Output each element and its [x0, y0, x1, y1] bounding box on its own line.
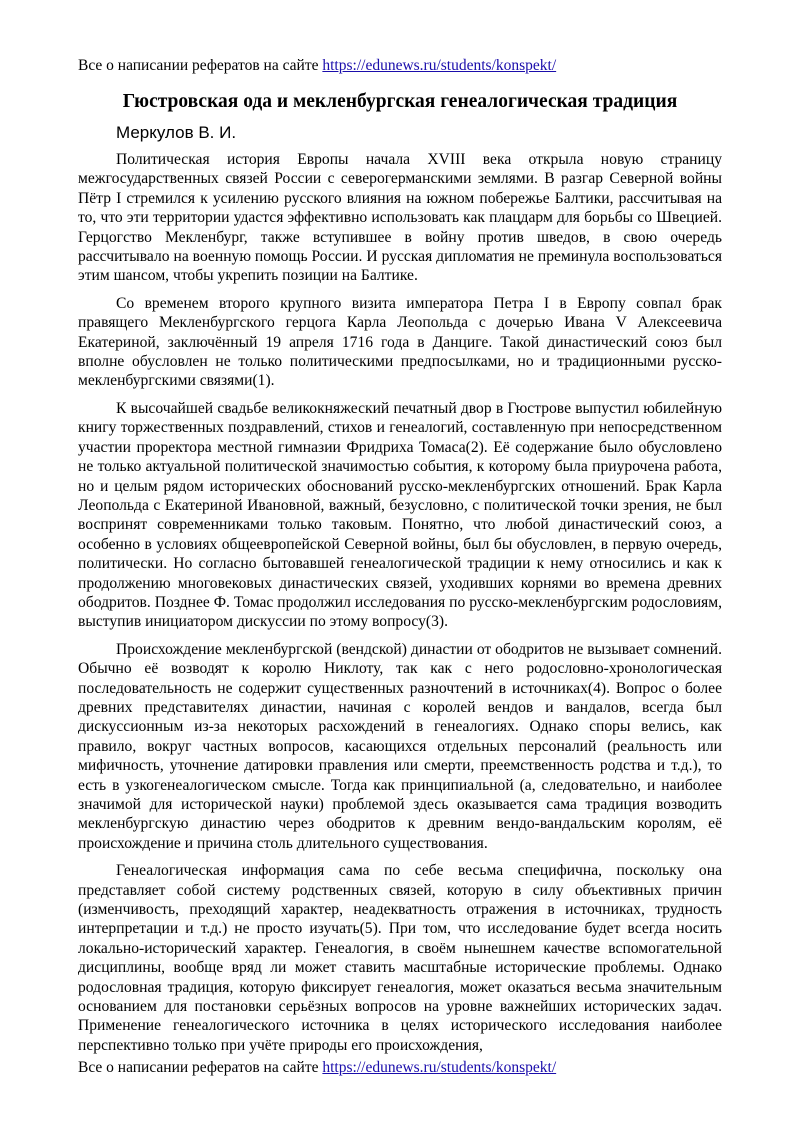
footer-text: Все о написании рефератов на сайте: [78, 1059, 323, 1076]
paragraph: Происхождение мекленбургской (вендской) династии от ободритов не вызывает сомнений. Обычно её возводят к королю Никлоту, так как с него родословно-хронологическая последовательность не содержит существенных разночтений в источниках(4). Вопрос о более древних представителях династии, начиная с королей вендов и вандалов, всегда был дискуссионным из-за некоторых расхождений в генеалогиях. Однако споры велись, как правило, вокруг частных вопросов, касающихся отдельных персоналий (реальность или мифичность, уточнение датировки правления или смерти, преемственность родства и т.д.), то есть в узкогенеалогическом смысле. Тогда как принципиальной (а, следовательно, и наиболее значимой для исторической науки) проблемой здесь оказывается сама традиция возводить мекленбургскую династию через ободритов к древним вендо-вандальским королям, её происхождение и причина столь длительного существования.: [78, 640, 722, 852]
paragraph: Генеалогическая информация сама по себе весьма специфична, поскольку она представляет собой систему родственных связей, которую в силу объективных причин (изменчивость, преходящий характер, неадекватность отражения в источниках, трудность интерпретации и т.д.) не просто изучать(5). При том, что исследование будет всегда носить локально-исторический характер. Генеалогия, в своём нынешнем качестве вспомогательной дисциплины, вообще вряд ли может ставить масштабные исторические проблемы. Однако родословная традиция, которую фиксирует генеалогия, может оказаться весьма значительным основанием для постановки серьёзных вопросов на уровне важнейших исторических задач. Применение генеалогического источника в целях исторического исследования наиболее перспективно только при учёте природы его происхождения,: [78, 862, 722, 1054]
page-header: [78, 56, 556, 76]
header-text: Все о написании рефератов на сайте: [78, 57, 323, 74]
paragraph: К высочайшей свадьбе великокняжеский печатный двор в Гюстрове выпустил юбилейную книгу торжественных поздравлений, стихов и генеалогий, составленную при непосредственном участии проректора местной гимназии Фридриха Томаса(2). Её содержание было обусловлено не только актуальной политической значимостью события, к которому была приурочена работа, но и целым рядом исторических обоснований русско-мекленбургских отношений. Брак Карла Леопольда с Екатериной Ивановной, важный, безусловно, с политической точки зрения, не был воспринят современниками только таковым. Понятно, что любой династический союз, а особенно в условиях общеевропейской Северной войны, был бы обусловлен, в первую очередь, политически. Но согласно бытовавшей генеалогической традиции к нему относились и как к продолжению многовековых династических связей, уходивших корнями во времена древних ободритов. Позднее Ф. Томас продолжил исследования по русско-мекленбургским родословиям, выступив инициатором дискуссии по этому вопросу(3).: [78, 399, 722, 631]
footer-link[interactable]: https://edunews.ru/students/konspekt/: [322, 1059, 557, 1076]
page-footer: [78, 1058, 556, 1078]
document-body: [78, 150, 722, 1063]
header-link[interactable]: https://edunews.ru/students/konspekt/: [322, 57, 557, 74]
document-title: Гюстровская ода и мекленбургская генеалогическая традиция: [122, 91, 678, 112]
paragraph: Со временем второго крупного визита императора Петра I в Европу совпал брак правящего Мекленбургского герцога Карла Леопольда с дочерью Ивана V Алексеевича Екатериной, заключённый 19 апреля 1716 года в Данциге. Такой династический союз был вполне обусловлен не только политическими предпосылками, но и традиционными русско-мекленбургскими связями(1).: [78, 294, 722, 390]
paragraph: Политическая история Европы начала XVIII века открыла новую страницу межгосударственных связей России с северогерманскими землями. В разгар Северной войны Пётр I стремился к усилению русского влияния на южном побережье Балтики, рассчитывая на то, что эти территории удастся эффективно использовать как плацдарм для борьбы со Швецией. Герцогство Мекленбург, также вступившее в войну против шведов, в свою очередь рассчитывало на военную помощь России. И русская дипломатия не преминула воспользоваться этим шансом, чтобы укрепить позиции на Балтике.: [78, 151, 722, 285]
document-author: Меркулов В. И.: [116, 123, 237, 142]
